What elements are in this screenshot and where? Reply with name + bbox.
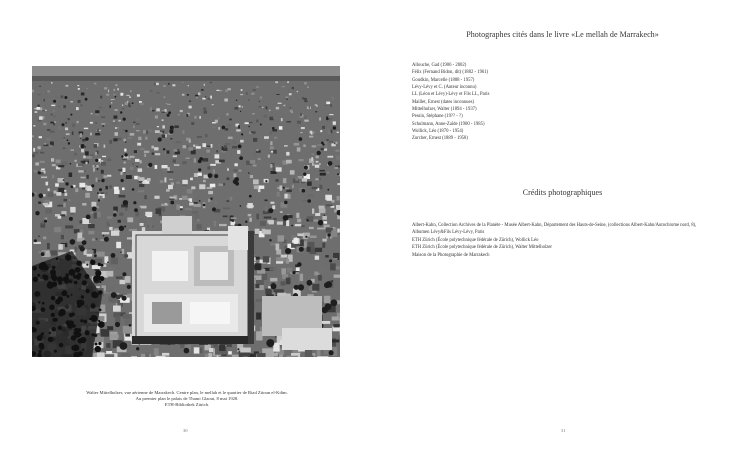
credits-block: [412, 222, 717, 259]
caption-line: Walter Mittelholzer, vue aérienne de Marrakech. Centre plan, le mellah et le quartier de Riad Zitoun el-Kdim.: [86, 390, 288, 395]
photographers-list: [412, 62, 489, 143]
credit-line: Albert-Kahn, Collection Archives de la Planète - Musée Albert-Kahn, Département des Hauts-de-Seine, (collections Albert-Kahn/Autochrome nord, 8),: [412, 223, 697, 228]
aerial-photo-marrakech: [32, 66, 340, 357]
list-item: Goudkin, Marcelle (1888 - 1957): [412, 77, 475, 83]
list-item: Maillet, Ernest (dates inconnues): [412, 99, 474, 105]
list-item: Zurcher, Ernest (1889 - 1958): [412, 136, 468, 142]
list-item: Félix (Fernand Bidon, dit) (1882 - 1961): [412, 70, 489, 76]
list-item: Allouche, Gad (1906 - 2002): [412, 63, 467, 68]
list-item: Lévy-Lévy et C. (Auteur inconnu): [412, 85, 477, 91]
list-item: Schulmann, Anne-Zaïde (1900 - 1985): [412, 121, 485, 127]
photo-caption: [58, 390, 316, 408]
credits-heading: Crédits photographiques: [522, 188, 603, 197]
list-item: Pessin, Stéphane (19?? - ?): [412, 114, 463, 120]
page-number-right: 31: [561, 428, 566, 433]
credit-line: ETH Zürich (École polytechnique fédérale de Zürich), Wollick Léo: [412, 237, 539, 243]
aerial-photo-drawing: [32, 66, 340, 357]
photographers-heading: Photographes cités dans le livre «Le mellah de Marrakech»: [466, 30, 659, 39]
list-item: Mittelholzer, Walter (1894 - 1937): [412, 107, 477, 113]
caption-line: Au premier plan le palais de Thami Glaoui, 8 mai 1928.: [135, 396, 239, 401]
credit-line: Albumen Lévy&Fils Lévy-Lévy, Paris: [412, 230, 485, 236]
credit-line: Maison de la Photographie de Marrakech: [412, 252, 490, 258]
page-number-left: 30: [183, 428, 188, 433]
caption-line: ETH-Bibliothek Zürich.: [164, 402, 210, 407]
list-item: Wollick, Léo (1870 - 1954): [412, 129, 464, 135]
list-item: LL (Léon et Lévy)-Lévy et Fils LL, Paris: [412, 92, 490, 98]
credit-line: ETH Zürich (École polytechnique fédérale de Zürich), Walter Mittelholzer: [412, 245, 552, 251]
right-page: [375, 0, 750, 450]
